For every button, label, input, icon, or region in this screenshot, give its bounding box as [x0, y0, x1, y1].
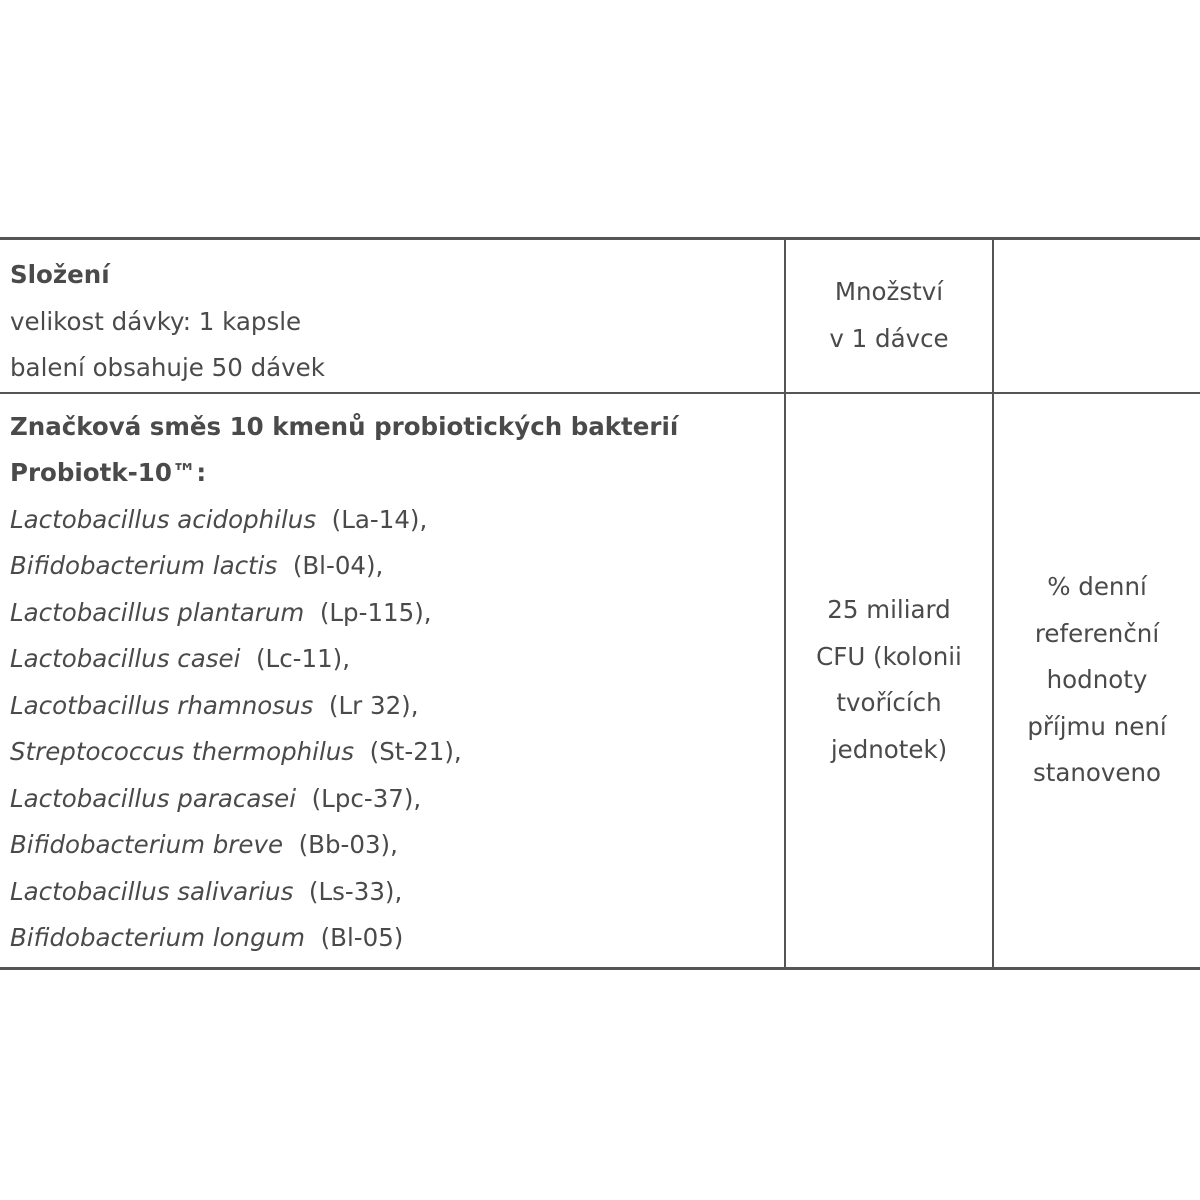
composition-header-cell	[0, 239, 785, 393]
reference-note-line: stanoveno	[1033, 758, 1161, 787]
strain-code: (Lp-115),	[319, 597, 432, 627]
blend-brand: Probiotk-10™:	[10, 458, 207, 487]
reference-note-line: referenční	[1034, 618, 1160, 648]
blend-cell	[0, 393, 785, 969]
strain-code: (Bb-03),	[298, 830, 398, 859]
servings-per-pack: balení obsahuje 50 dávek	[10, 353, 325, 382]
strain-name: Lactobacillus acidophilus	[10, 504, 317, 534]
strain-name: Lactobacillus paracasei	[10, 783, 297, 813]
strain-item	[10, 497, 784, 544]
strain-item	[10, 776, 784, 823]
serving-size: velikost dávky: 1 kapsle	[10, 306, 302, 336]
strain-item	[10, 915, 784, 962]
strain-item	[10, 729, 784, 776]
strain-code: (La-14),	[331, 504, 428, 534]
amount-value-line: CFU (kolonii	[816, 641, 962, 671]
strain-item	[10, 590, 784, 637]
strain-name: Lactobacillus plantarum	[10, 597, 305, 627]
strain-code: (Bl-05)	[320, 923, 404, 952]
strain-list	[10, 497, 784, 962]
strain-name: Lactobacillus casei	[10, 644, 241, 673]
strain-item	[10, 822, 784, 869]
supplement-facts-table	[0, 237, 1200, 970]
strain-item	[10, 636, 784, 683]
strain-code: (Lpc-37),	[311, 783, 422, 813]
amount-value-line: tvořících	[836, 688, 942, 718]
amount-header-line2: v 1 dávce	[829, 323, 949, 353]
strain-name: Lacotbacillus rhamnosus	[10, 690, 314, 720]
strain-item	[10, 869, 784, 916]
amount-value-cell	[785, 393, 993, 969]
blend-title: Značková směs 10 kmenů probiotických bakterií	[10, 411, 679, 441]
amount-value-line: 25 miliard	[827, 595, 951, 625]
strain-name: Lactobacillus salivarius	[10, 876, 294, 906]
header-row	[0, 239, 1200, 393]
strain-code: (Ls-33),	[308, 876, 403, 906]
strain-name: Bifidobacterium breve	[10, 830, 284, 859]
blend-row	[0, 393, 1200, 969]
strain-code: (St-21),	[369, 737, 462, 766]
reference-note-line: hodnoty	[1046, 665, 1148, 694]
empty-header-cell	[993, 239, 1200, 393]
composition-title: Složení	[10, 260, 110, 289]
strain-name: Streptococcus thermophilus	[10, 737, 355, 766]
strain-item	[10, 683, 784, 730]
strain-code: (Lc-11),	[255, 644, 351, 673]
amount-value-line: jednotek)	[830, 734, 948, 764]
amount-header-cell	[785, 239, 993, 393]
reference-note-line: příjmu není	[1027, 711, 1167, 741]
strain-name: Bifidobacterium longum	[10, 923, 306, 952]
strain-code: (Lr 32),	[328, 690, 419, 720]
strain-name: Bifidobacterium lactis	[10, 551, 278, 580]
strain-item	[10, 543, 784, 590]
reference-note-line: % denní	[1047, 572, 1147, 601]
strain-code: (Bl-04),	[292, 551, 384, 580]
reference-note-cell	[993, 393, 1200, 969]
amount-header-line1: Množství	[834, 277, 944, 307]
